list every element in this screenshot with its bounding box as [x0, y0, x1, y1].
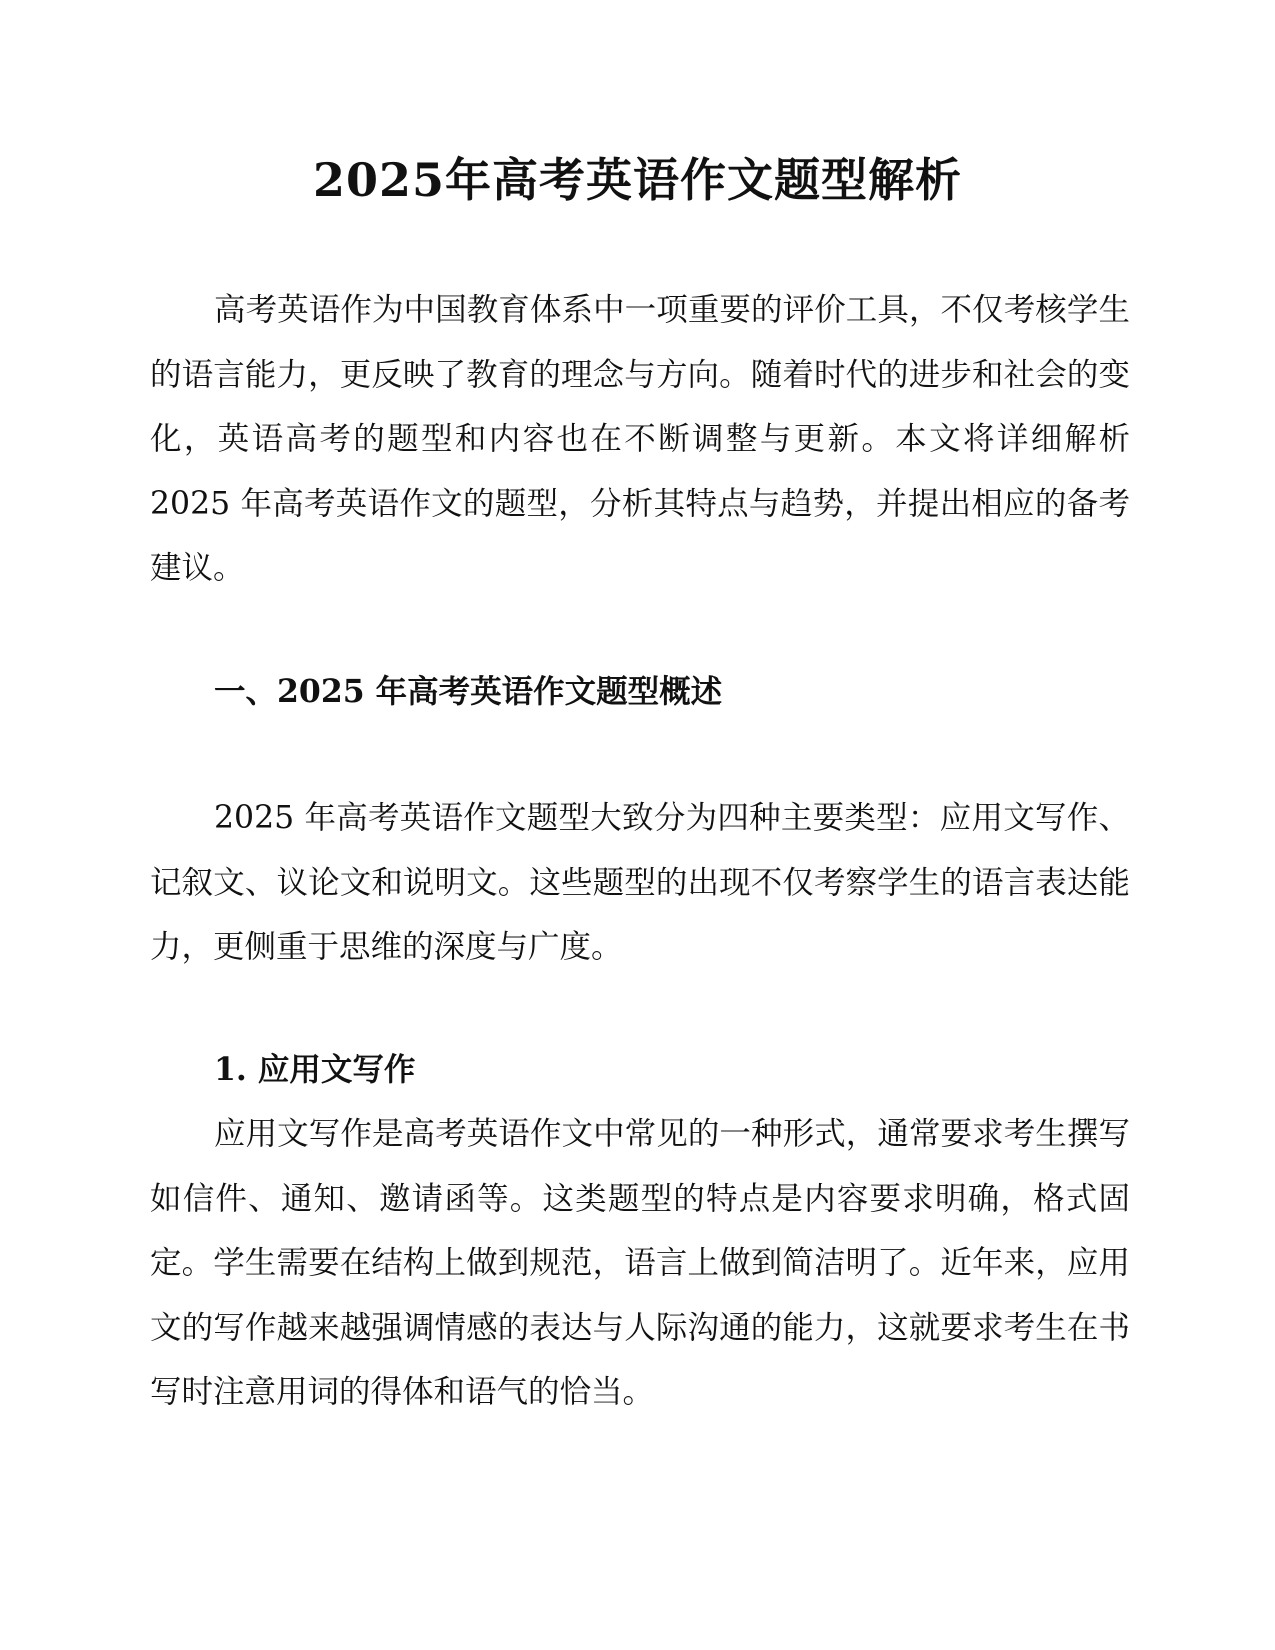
section-overview-paragraph: 2025 年高考英语作文题型大致分为四种主要类型：应用文写作、记叙文、议论文和说明文。这些题型的出现不仅考察学生的语言表达能力，更侧重于思维的深度与广度。 — [150, 800, 1130, 965]
document-title: 2025年高考英语作文题型解析 — [312, 153, 963, 207]
subsection-heading: 1. 应用文写作 — [214, 1051, 416, 1088]
section-heading: 一、2025 年高考英语作文题型概述 — [214, 673, 723, 710]
subsection-paragraph: 应用文写作是高考英语作文中常见的一种形式，通常要求考生撰写如信件、通知、邀请函等。这类题型的特点是内容要求明确，格式固定。学生需要在结构上做到规范，语言上做到简洁明了。近年来，应用文的写作越来越强调情感的表达与人际沟通的能力，这就要求考生在书写时注意用词的得体和语气的恰当。 — [150, 1116, 1130, 1410]
intro-paragraph: 高考英语作为中国教育体系中一项重要的评价工具，不仅考核学生的语言能力，更反映了教育的理念与方向。随着时代的进步和社会的变化，英语高考的题型和内容也在不断调整与更新。本文将详细解析 2025 年高考英语作文的题型，分析其特点与趋势，并提出相应的备考建议。 — [150, 292, 1130, 586]
